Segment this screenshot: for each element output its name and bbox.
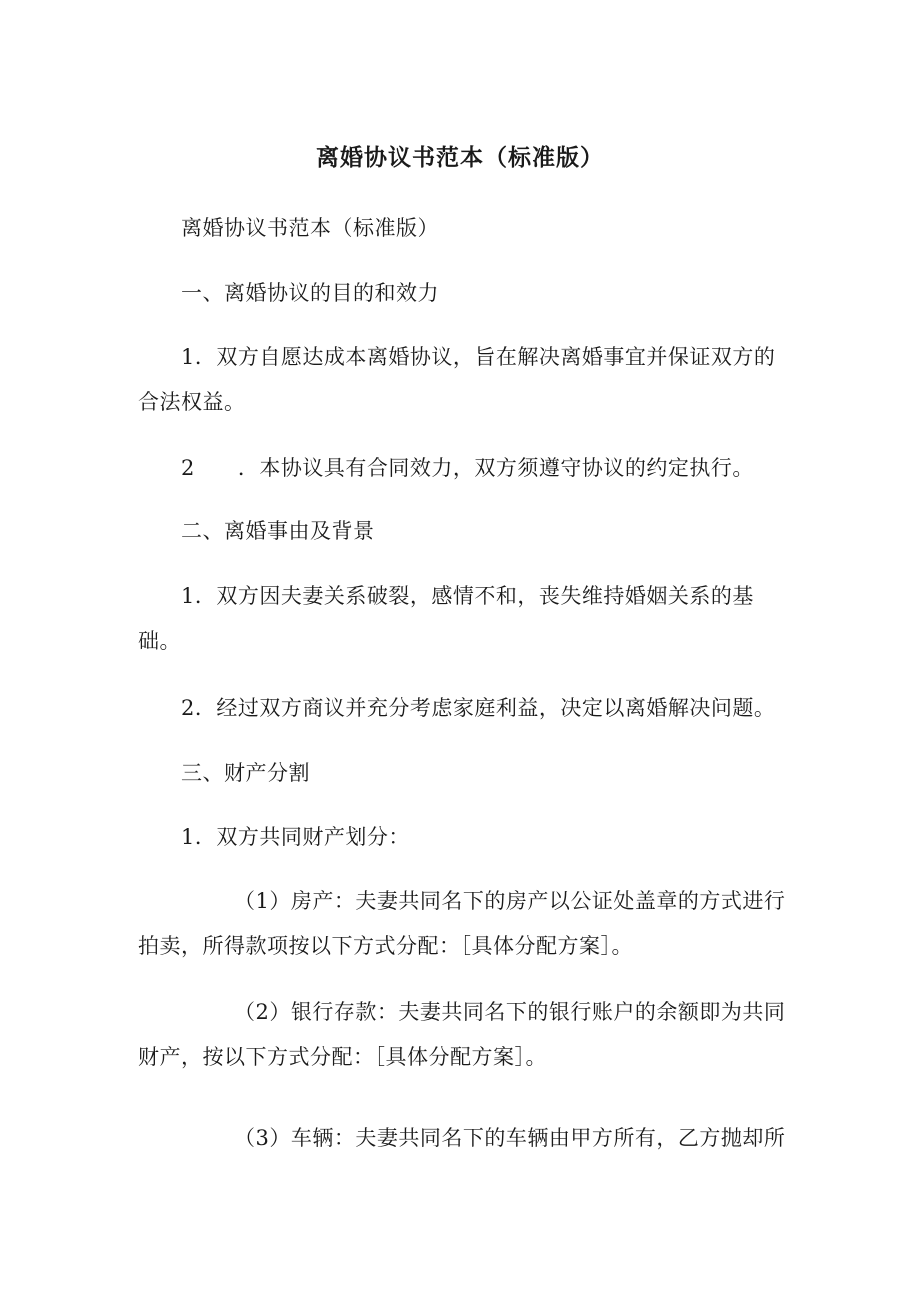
- paragraph-2-1: 1．双方因夫妻关系破裂，感情不和，丧失维持婚姻关系的基础。: [138, 584, 754, 653]
- paragraph-3-1-3: （3）车辆：夫妻共同名下的车辆由甲方所有，乙方抛却所: [234, 1126, 786, 1150]
- section-heading-2: 二、离婚事由及背景: [181, 519, 375, 543]
- section-heading-3: 三、财产分割: [181, 761, 310, 785]
- paragraph-1-1: 1．双方自愿达成本离婚协议，旨在解决离婚事宜并保证双方的合法权益。: [138, 345, 776, 414]
- document-title: 离婚协议书范本（标准版）: [316, 144, 604, 171]
- paragraph-2-2: 2．经过双方商议并充分考虑家庭利益，决定以离婚解决问题。: [181, 696, 776, 720]
- paragraph-subtitle: 离婚协议书范本（标准版）: [181, 216, 439, 240]
- paragraph-3-1: 1．双方共同财产划分：: [181, 825, 410, 849]
- paragraph-1-2: 2 ．本协议具有合同效力，双方须遵守协议的约定执行。: [181, 456, 754, 480]
- section-heading-1: 一、离婚协议的目的和效力: [181, 281, 439, 305]
- paragraph-3-1-1: （1）房产：夫妻共同名下的房产以公证处盖章的方式进行拍卖，所得款项按以下方式分配：［具体分配方案］。: [138, 889, 786, 958]
- paragraph-3-1-2: （2）银行存款：夫妻共同名下的银行账户的余额即为共同财产，按以下方式分配：［具体分配方案］。: [138, 1000, 786, 1069]
